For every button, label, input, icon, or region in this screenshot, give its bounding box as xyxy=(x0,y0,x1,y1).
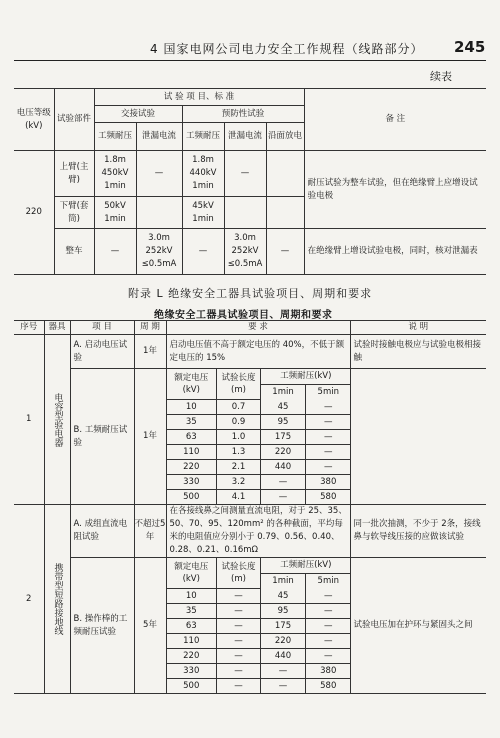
table-cell: — xyxy=(306,604,351,619)
sub-head-1min: 1min xyxy=(261,384,306,399)
sub-head-1min: 1min xyxy=(261,573,306,588)
table-cell: 220 xyxy=(167,460,217,475)
table-cell: — xyxy=(306,649,351,664)
head-no: 序号 xyxy=(14,321,44,335)
group-number: 2 xyxy=(14,505,44,694)
table-row xyxy=(167,604,351,619)
leakage-cell xyxy=(136,197,182,229)
insulating-tools-test-table xyxy=(14,320,486,694)
table-cell: 2.1 xyxy=(217,460,261,475)
table-cell: 175 xyxy=(261,430,306,445)
head-p-withstand: 工频耐压 xyxy=(182,123,224,151)
table-row xyxy=(167,679,351,694)
table-cell: 220 xyxy=(261,445,306,460)
table-cell: 63 xyxy=(167,430,217,445)
p-leakage-cell xyxy=(224,197,266,229)
table-cell: 220 xyxy=(167,649,217,664)
running-title: 4 国家电网公司电力安全工作规程（线路部分） xyxy=(150,42,424,56)
table-row xyxy=(167,400,351,415)
item-cell: B. 操作棒的工频耐压试验 xyxy=(70,558,134,694)
table-cell: 175 xyxy=(261,619,306,634)
continued-label: 续表 xyxy=(430,70,452,83)
group-number: 1 xyxy=(14,335,44,505)
ac-withstand-cell: 1.8m 450kV 1min xyxy=(94,151,136,197)
note-cell xyxy=(350,369,486,505)
table-cell: 0.9 xyxy=(217,415,261,430)
table-cell: 3.2 xyxy=(217,475,261,490)
tool-name: 携带型短路接地线 xyxy=(44,505,70,694)
head-tool: 器具 xyxy=(44,321,70,335)
head-part: 试验部件 xyxy=(54,89,94,151)
table-cell: — xyxy=(217,664,261,679)
head-note: 说 明 xyxy=(350,321,486,335)
leakage-cell: 3.0m 252kV ≤0.5mA xyxy=(136,229,182,275)
table-cell: — xyxy=(306,619,351,634)
table-cell: 440 xyxy=(261,460,306,475)
table-cell: 500 xyxy=(167,679,217,694)
sub-head-length: 试验长度(m) xyxy=(217,369,261,400)
requirement-subtable-cell xyxy=(166,558,350,694)
ac-withstand-cell: — xyxy=(94,229,136,275)
flashover-cell xyxy=(266,151,304,197)
table-cell: 95 xyxy=(261,604,306,619)
voltage-cell: 220 xyxy=(14,151,54,275)
table-row xyxy=(167,415,351,430)
table-cell: 380 xyxy=(306,664,351,679)
item-cell: A. 启动电压试验 xyxy=(70,335,134,369)
sub-head-withstand: 工频耐压(kV) xyxy=(261,558,351,573)
table-cell: — xyxy=(261,664,306,679)
head-leakage: 泄漏电流 xyxy=(136,123,182,151)
p-withstand-cell: — xyxy=(182,229,224,275)
sub-head-5min: 5min xyxy=(306,573,351,588)
table-cell: — xyxy=(217,679,261,694)
head-item: 项 目 xyxy=(70,321,134,335)
table-cell: 35 xyxy=(167,604,217,619)
head-p-leakage: 泄漏电流 xyxy=(224,123,266,151)
table-cell: 110 xyxy=(167,445,217,460)
table-cell: — xyxy=(306,445,351,460)
period-cell: 5年 xyxy=(134,558,166,694)
period-cell: 不超过5年 xyxy=(134,505,166,558)
head-requirement: 要 求 xyxy=(166,321,350,335)
flashover-cell xyxy=(266,197,304,229)
table-cell: 1.3 xyxy=(217,445,261,460)
sub-head-rated: 额定电压(kV) xyxy=(167,369,217,400)
table-cell: 500 xyxy=(167,490,217,505)
sub-head-withstand: 工频耐压(kV) xyxy=(261,369,351,384)
table-row xyxy=(167,634,351,649)
ac-withstand-cell: 50kV 1min xyxy=(94,197,136,229)
part-cell: 上臂(主臂) xyxy=(54,151,94,197)
table-row xyxy=(167,490,351,505)
table-row xyxy=(167,664,351,679)
appendix-heading: 附录 L 绝缘安全工器具试验项目、周期和要求 xyxy=(128,287,373,300)
table-cell: — xyxy=(306,634,351,649)
table-cell: 63 xyxy=(167,619,217,634)
page-header xyxy=(0,0,500,62)
p-withstand-cell: 45kV 1min xyxy=(182,197,224,229)
voltage-subtable xyxy=(167,369,351,504)
table-cell: — xyxy=(261,490,306,505)
table-cell: 45 xyxy=(261,400,306,415)
table-cell: 380 xyxy=(306,475,351,490)
head-preventive: 预防性试验 xyxy=(182,106,304,123)
note-cell: 同一批次抽测，不少于 2条，接线鼻与软导线压接的应做该试验 xyxy=(350,505,486,558)
flashover-cell: — xyxy=(266,229,304,275)
table-cell: — xyxy=(306,415,351,430)
p-leakage-cell: 3.0m 252kV ≤0.5mA xyxy=(224,229,266,275)
table-cell: — xyxy=(261,475,306,490)
table-cell: 4.1 xyxy=(217,490,261,505)
insulated-arm-test-table xyxy=(14,88,486,275)
head-ac-withstand: 工频耐压 xyxy=(94,123,136,151)
table-cell: — xyxy=(306,430,351,445)
item-cell: B. 工频耐压试验 xyxy=(70,369,134,505)
note-cell: 耐压试验为整车试验，但在绝缘臂上应增设试验电极 xyxy=(304,151,486,229)
period-cell: 1年 xyxy=(134,369,166,505)
part-cell: 下臂(套筒) xyxy=(54,197,94,229)
p-leakage-cell: — xyxy=(224,151,266,197)
header-rule xyxy=(14,60,486,61)
table-row xyxy=(167,649,351,664)
table-row xyxy=(167,475,351,490)
table-cell: — xyxy=(217,589,261,604)
table-cell: 10 xyxy=(167,400,217,415)
item-cell: A. 成组直流电阻试验 xyxy=(70,505,134,558)
table-cell: 95 xyxy=(261,415,306,430)
table-cell: 10 xyxy=(167,589,217,604)
table-cell: — xyxy=(306,589,351,604)
head-note: 备 注 xyxy=(304,89,486,151)
tool-name: 电容型验电器 xyxy=(44,335,70,505)
table-cell: 580 xyxy=(306,490,351,505)
note-cell: 试验电压加在护环与紧固头之间 xyxy=(350,558,486,694)
table-cell: — xyxy=(261,679,306,694)
table-cell: — xyxy=(306,400,351,415)
table-row xyxy=(167,589,351,604)
note-cell: 试验时接触电极应与试验电极相接触 xyxy=(350,335,486,369)
head-voltage: 电压等级(kV) xyxy=(14,89,54,151)
requirement-cell: 在各接线鼻之间测量直流电阻，对于 25、35、50、70、95、120mm² 的各种截面，平均每米的电阻值应分别小于 0.79、0.56、0.40、0.28、0.21、0.16mΩ xyxy=(166,505,350,558)
table-cell: 45 xyxy=(261,589,306,604)
head-flashover: 沿面放电 xyxy=(266,123,304,151)
table-cell: 1.0 xyxy=(217,430,261,445)
table-cell: 35 xyxy=(167,415,217,430)
leakage-cell: — xyxy=(136,151,182,197)
table-cell: 330 xyxy=(167,475,217,490)
table-cell: 220 xyxy=(261,634,306,649)
voltage-subtable xyxy=(167,558,351,693)
sub-head-rated: 额定电压(kV) xyxy=(167,558,217,589)
sub-head-5min: 5min xyxy=(306,384,351,399)
period-cell: 1年 xyxy=(134,335,166,369)
table-cell: — xyxy=(217,619,261,634)
table-cell: 110 xyxy=(167,634,217,649)
table-cell: — xyxy=(306,460,351,475)
table-row xyxy=(167,460,351,475)
p-withstand-cell: 1.8m 440kV 1min xyxy=(182,151,224,197)
table-cell: — xyxy=(217,634,261,649)
table-title: 绝缘安全工器具试验项目、周期和要求 xyxy=(154,310,333,321)
requirement-cell: 启动电压值不高于额定电压的 40%，不低于额定电压的 15% xyxy=(166,335,350,369)
table-cell: 440 xyxy=(261,649,306,664)
head-period: 周 期 xyxy=(134,321,166,335)
part-cell: 整车 xyxy=(54,229,94,275)
table-row xyxy=(167,619,351,634)
sub-head-length: 试验长度(m) xyxy=(217,558,261,589)
table-cell: — xyxy=(217,649,261,664)
table-row xyxy=(167,430,351,445)
note-cell: 在绝缘臂上增设试验电极，同时，核对泄漏表 xyxy=(304,229,486,275)
page-number: 245 xyxy=(454,38,486,56)
table-row xyxy=(167,445,351,460)
table-cell: 0.7 xyxy=(217,400,261,415)
table-cell: 330 xyxy=(167,664,217,679)
table-cell: 580 xyxy=(306,679,351,694)
table-cell: — xyxy=(217,604,261,619)
requirement-subtable-cell xyxy=(166,369,350,505)
head-ac: 交接试验 xyxy=(94,106,182,123)
head-items: 试 验 项 目、标 准 xyxy=(94,89,304,106)
